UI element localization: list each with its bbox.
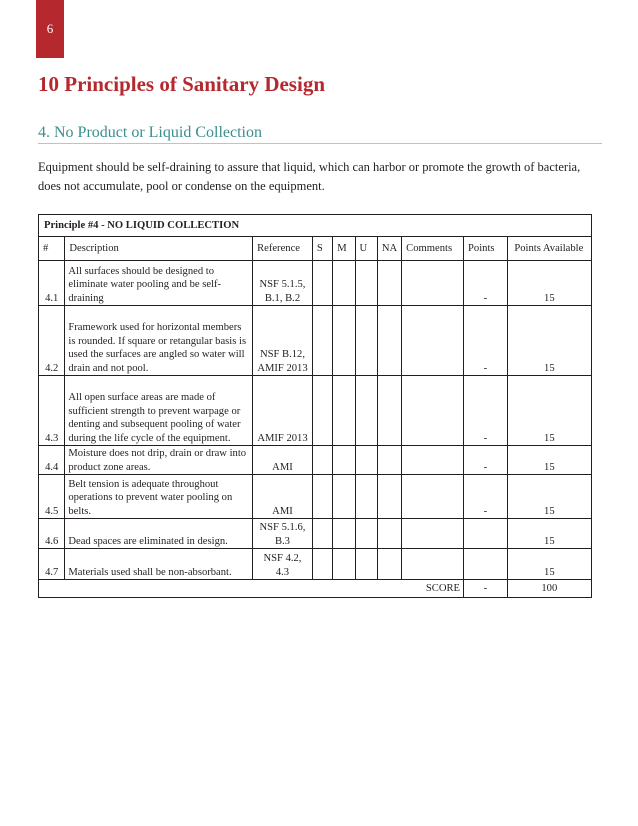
cell-comments[interactable]: [402, 261, 464, 306]
cell-comments[interactable]: [402, 519, 464, 549]
row-points: -: [464, 446, 508, 475]
intro-paragraph: Equipment should be self-draining to assure that liquid, which can harbor or promote the growth of bacteria, does not accumulate, pool or condense on the equipment.: [38, 160, 581, 193]
header-points-available: Points Available: [507, 237, 591, 261]
score-points-available: 100: [507, 580, 591, 598]
row-reference: AMIF 2013: [253, 376, 313, 446]
cell-s[interactable]: [312, 549, 332, 580]
row-points: [464, 549, 508, 580]
row-reference: NSF 5.1.5, B.1, B.2: [253, 261, 313, 306]
row-num: 4.7: [39, 549, 65, 580]
cell-m[interactable]: [333, 261, 355, 306]
cell-comments[interactable]: [402, 475, 464, 519]
row-description: All open surface areas are made of sufficient strength to prevent warpage or denting and subsequent pooling of water during the life cycle of the equipment.: [65, 376, 253, 446]
row-points: -: [464, 376, 508, 446]
row-description: Materials used shall be non-absorbant.: [65, 549, 253, 580]
cell-m[interactable]: [333, 306, 355, 376]
principle-scoring-table: [38, 214, 592, 598]
cell-s[interactable]: [312, 446, 332, 475]
row-points: -: [464, 306, 508, 376]
row-description: Framework used for horizontal members is rounded. If square or retangular basis is used the surfaces are angled so water will drain and not pool.: [65, 306, 253, 376]
row-num: 4.5: [39, 475, 65, 519]
cell-s[interactable]: [312, 519, 332, 549]
row-description: Moisture does not drip, drain or draw into product zone areas.: [65, 446, 253, 475]
table-row: [39, 446, 592, 475]
row-points-available: 15: [507, 519, 591, 549]
row-num: 4.3: [39, 376, 65, 446]
cell-s[interactable]: [312, 376, 332, 446]
row-reference: AMI: [253, 446, 313, 475]
row-description: All surfaces should be designed to eliminate water pooling and be self-draining: [65, 261, 253, 306]
header-reference: Reference: [253, 237, 313, 261]
row-description: Belt tension is adequate throughout operations to prevent water pooling on belts.: [65, 475, 253, 519]
cell-na[interactable]: [377, 475, 401, 519]
row-points-available: 15: [507, 261, 591, 306]
cell-na[interactable]: [377, 519, 401, 549]
header-u: U: [355, 237, 377, 261]
section-heading: 4. No Product or Liquid Collection: [38, 124, 262, 141]
cell-m[interactable]: [333, 376, 355, 446]
score-row: [39, 580, 592, 598]
cell-comments[interactable]: [402, 549, 464, 580]
score-points: -: [464, 580, 508, 598]
cell-u[interactable]: [355, 261, 377, 306]
row-points: [464, 519, 508, 549]
cell-comments[interactable]: [402, 306, 464, 376]
cell-u[interactable]: [355, 519, 377, 549]
row-description: Dead spaces are eliminated in design.: [65, 519, 253, 549]
table-row: [39, 519, 592, 549]
cell-u[interactable]: [355, 446, 377, 475]
table-header-row: [39, 237, 592, 261]
row-reference: NSF 5.1.6, B.3: [253, 519, 313, 549]
cell-comments[interactable]: [402, 446, 464, 475]
page-number: 6: [46, 21, 54, 36]
cell-m[interactable]: [333, 519, 355, 549]
row-reference: NSF B.12, AMIF 2013: [253, 306, 313, 376]
header-description: Description: [65, 237, 253, 261]
row-num: 4.2: [39, 306, 65, 376]
table-row: [39, 376, 592, 446]
row-points-available: 15: [507, 446, 591, 475]
cell-na[interactable]: [377, 306, 401, 376]
header-s: S: [312, 237, 332, 261]
cell-m[interactable]: [333, 446, 355, 475]
cell-u[interactable]: [355, 306, 377, 376]
row-reference: NSF 4.2, 4.3: [253, 549, 313, 580]
row-points-available: 15: [507, 549, 591, 580]
cell-na[interactable]: [377, 261, 401, 306]
cell-u[interactable]: [355, 549, 377, 580]
row-points-available: 15: [507, 306, 591, 376]
table-row: [39, 549, 592, 580]
section-divider: [38, 143, 602, 144]
cell-na[interactable]: [377, 376, 401, 446]
header-points: Points: [464, 237, 508, 261]
cell-m[interactable]: [333, 549, 355, 580]
header-na: NA: [377, 237, 401, 261]
cell-na[interactable]: [377, 549, 401, 580]
row-points-available: 15: [507, 475, 591, 519]
cell-comments[interactable]: [402, 376, 464, 446]
cell-m[interactable]: [333, 475, 355, 519]
row-reference: AMI: [253, 475, 313, 519]
table-row: [39, 261, 592, 306]
score-label: SCORE: [402, 580, 464, 598]
score-spacer: [39, 580, 402, 598]
cell-na[interactable]: [377, 446, 401, 475]
row-points: -: [464, 261, 508, 306]
row-points: -: [464, 475, 508, 519]
row-num: 4.1: [39, 261, 65, 306]
row-num: 4.4: [39, 446, 65, 475]
cell-s[interactable]: [312, 261, 332, 306]
cell-u[interactable]: [355, 475, 377, 519]
cell-u[interactable]: [355, 376, 377, 446]
header-comments: Comments: [402, 237, 464, 261]
cell-s[interactable]: [312, 306, 332, 376]
page-number-tab: [36, 0, 64, 58]
table-banner: Principle #4 - NO LIQUID COLLECTION: [39, 215, 592, 237]
table-row: [39, 306, 592, 376]
page-title: 10 Principles of Sanitary Design: [38, 72, 325, 96]
header-num: #: [39, 237, 65, 261]
row-num: 4.6: [39, 519, 65, 549]
cell-s[interactable]: [312, 475, 332, 519]
header-m: M: [333, 237, 355, 261]
row-points-available: 15: [507, 376, 591, 446]
table-row: [39, 475, 592, 519]
